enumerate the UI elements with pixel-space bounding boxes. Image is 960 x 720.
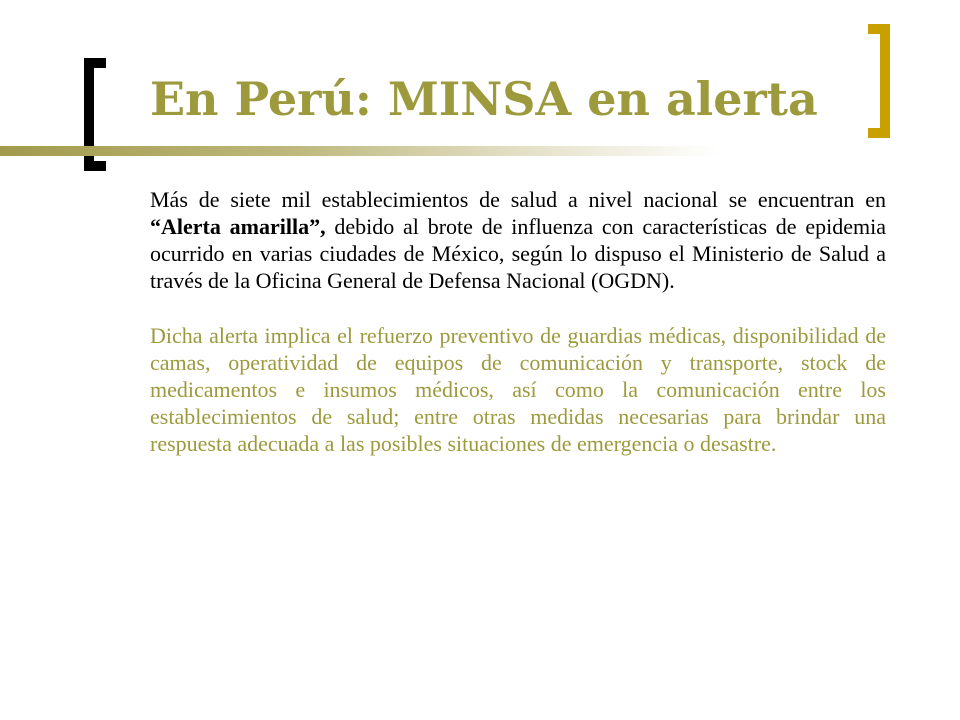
paragraph-alert-announcement [150,186,886,294]
alert-level-emphasis: “Alerta amarilla”, [150,214,326,239]
slide-content [150,186,886,457]
paragraph-alert-measures: Dicha alerta implica el refuerzo preventivo de guardias médicas, disponibilidad de camas, operatividad de equipos de comunicación y transporte, stock de medicamentos e insumos médicos, así como la comunicación entre los establecimientos de salud; entre otras medidas necesarias para brindar una respuesta adecuada a las posibles situaciones de emergencia o desastre. [150,323,886,456]
slide-title: En Perú: MINSA en alerta [150,72,818,126]
paragraph-1-rest: debido al brote de influenza con características de epidemia ocurrido en varias ciudades de México, según lo dispuso el Ministerio de Salud a través de la Oficina General de Defensa Nacional (OGDN). [150,214,886,293]
title-underline-gradient [0,146,720,156]
right-bracket-decoration [868,24,890,138]
paragraph-1-intro: Más de siete mil establecimientos de salud a nivel nacional se encuentran en [150,187,886,212]
